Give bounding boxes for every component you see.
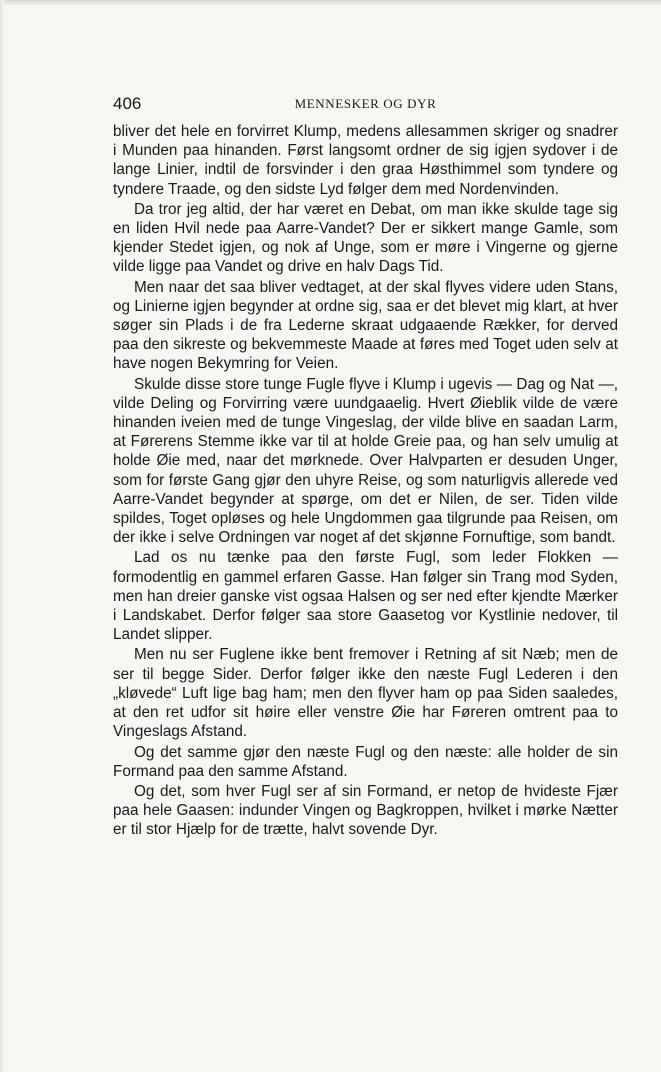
- paragraph: Og det samme gjør den næste Fugl og den næste: alle holder de sin Formand paa den samme Afstand.: [113, 743, 618, 780]
- page-number: 406: [113, 94, 142, 113]
- paragraph-continuation: bliver det hele en forvirret Klump, medens allesammen skriger og snadrer i Munden paa hinanden. Først langsomt ordner de sig igjen sydover i de lange Linier, indtil de forsvinder i den graa Høsthimmel som tyndere og tyndere Traade, og den sidste Lyd følger dem med Nordenvinden.: [113, 123, 618, 198]
- running-head: [113, 94, 618, 116]
- page-edge-shadow-top: [0, 0, 661, 6]
- page-edge-shadow-left: [0, 0, 4, 1072]
- running-title: MENNESKER OG DYR: [294, 96, 437, 111]
- paragraph: Og det, som hver Fugl ser af sin Formand, er netop de hvideste Fjær paa hele Gaasen: indunder Vingen og Bagkroppen, hvilket i mørke Nætter er til stor Hjælp for de trætte, halvt sovende Dyr.: [113, 782, 618, 839]
- body-text: [113, 122, 618, 841]
- paragraph: Lad os nu tænke paa den første Fugl, som leder Flokken — formodentlig en gammel erfaren Gasse. Han følger sin Trang mod Syden, men han dreier ganske vist ogsaa Halsen og ser ned efter kjendte Mærker i Landskabet. Derfor følger saa store Gaasetog vor Kystlinie nedover, til Landet slipper.: [113, 549, 618, 644]
- paragraph: Skulde disse store tunge Fugle flyve i Klump i ugevis — Dag og Nat —, vilde Deling og Forvirring være uundgaaelig. Hvert Øieblik vilde de være hinanden iveien med de tunge Vingeslag, der vilde blive en saadan Larm, at Førerens Stemme ikke var til at holde Greie paa, og han selv umulig at holde Øie med, naar det mørknede. Over Halvparten er desuden Unger, som for første Gang gjør den uhyre Reise, og som naturligvis allerede ved Aarre-Vandet begynder at spørge, om det er Nilen, de ser. Tiden vilde spildes, Toget opløses og hele Ungdommen gaa tilgrunde paa Reisen, om der ikke i selve Ordningen var noget af det skjønne Fornuftige, som bandt.: [113, 375, 618, 547]
- paragraph: Da tror jeg altid, der har været en Debat, om man ikke skulde tage sig en liden Hvil nede paa Aarre-Vandet? Der er sikkert mange Gamle, som kjender Stedet igjen, og nok af Unge, som er møre i Vingerne og gjerne vilde ligge paa Vandet og drive en halv Dags Tid.: [113, 200, 618, 276]
- paragraph: Men naar det saa bliver vedtaget, at der skal flyves videre uden Stans, og Linierne igjen begynder at ordne sig, saa er det blevet mig klart, at hver søger sin Plads i de fra Lederne skraat udgaaende Rækker, for derved paa den sikreste og bekvemmeste Maade at føres med Toget uden selv at have nogen Bekymring for Veien.: [113, 278, 618, 373]
- paragraph: Men nu ser Fuglene ikke bent fremover i Retning af sit Næb; men de ser til begge Sider. Derfor følger ikke den næste Fugl Lederen i den „kløvede“ Luft lige bag ham; men den flyver ham op paa Siden saaledes, at den ret udfor sit høire eller venstre Øie har Føreren omtrent paa to Vingeslags Afstand.: [113, 646, 618, 741]
